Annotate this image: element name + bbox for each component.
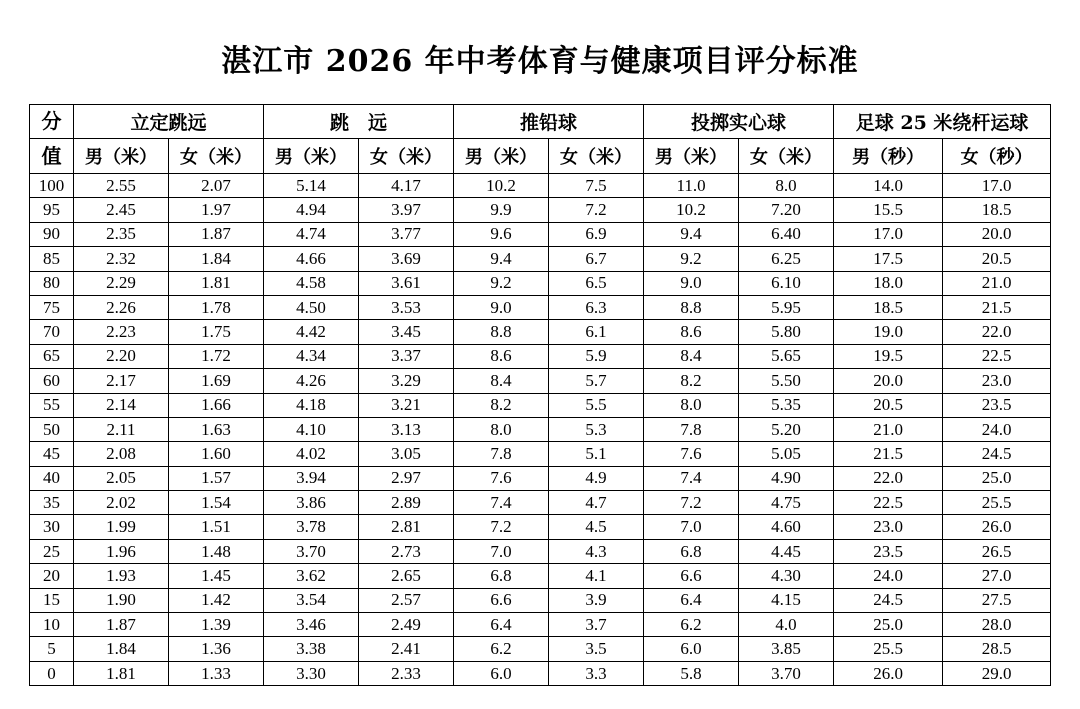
score-cell: 60 (30, 369, 74, 393)
value-cell: 1.72 (169, 344, 264, 368)
value-cell: 6.25 (739, 247, 834, 271)
value-cell: 5.8 (644, 661, 739, 685)
value-cell: 6.1 (549, 320, 644, 344)
value-cell: 9.6 (454, 222, 549, 246)
value-cell: 1.87 (74, 613, 169, 637)
unit-header-male: 男（米） (74, 139, 169, 174)
value-cell: 8.0 (739, 174, 834, 198)
value-cell: 4.0 (739, 613, 834, 637)
value-cell: 7.8 (644, 417, 739, 441)
value-cell: 17.5 (834, 247, 943, 271)
value-cell: 8.8 (454, 320, 549, 344)
value-cell: 1.84 (74, 637, 169, 661)
score-cell: 35 (30, 491, 74, 515)
value-cell: 4.30 (739, 564, 834, 588)
value-cell: 3.30 (264, 661, 359, 685)
scoring-standards-table (29, 104, 1051, 686)
table-row (30, 174, 1051, 198)
value-cell: 4.1 (549, 564, 644, 588)
value-cell: 20.0 (943, 222, 1051, 246)
value-cell: 3.45 (359, 320, 454, 344)
value-cell: 1.36 (169, 637, 264, 661)
value-cell: 4.90 (739, 466, 834, 490)
value-cell: 18.5 (834, 295, 943, 319)
unit-header-row (30, 139, 1051, 174)
value-cell: 2.11 (74, 417, 169, 441)
value-cell: 3.54 (264, 588, 359, 612)
value-cell: 8.6 (454, 344, 549, 368)
table-row (30, 369, 1051, 393)
unit-header-male: 男（米） (454, 139, 549, 174)
value-cell: 3.62 (264, 564, 359, 588)
value-cell: 2.45 (74, 198, 169, 222)
value-cell: 4.34 (264, 344, 359, 368)
value-cell: 2.81 (359, 515, 454, 539)
value-cell: 3.5 (549, 637, 644, 661)
value-cell: 5.95 (739, 295, 834, 319)
value-cell: 1.75 (169, 320, 264, 344)
value-cell: 6.7 (549, 247, 644, 271)
value-cell: 20.0 (834, 369, 943, 393)
unit-header-female: 女（秒） (943, 139, 1051, 174)
value-cell: 3.78 (264, 515, 359, 539)
value-cell: 1.42 (169, 588, 264, 612)
value-cell: 11.0 (644, 174, 739, 198)
page-title: 湛江市 2026 年中考体育与健康项目评分标准 (221, 44, 859, 79)
value-cell: 24.5 (834, 588, 943, 612)
table-row (30, 271, 1051, 295)
value-cell: 4.42 (264, 320, 359, 344)
score-cell: 75 (30, 295, 74, 319)
value-cell: 3.70 (739, 661, 834, 685)
value-cell: 10.2 (454, 174, 549, 198)
table-row (30, 539, 1051, 563)
value-cell: 2.08 (74, 442, 169, 466)
value-cell: 6.2 (644, 613, 739, 637)
value-cell: 23.5 (943, 393, 1051, 417)
value-cell: 4.02 (264, 442, 359, 466)
value-cell: 8.2 (644, 369, 739, 393)
value-cell: 3.53 (359, 295, 454, 319)
unit-header-female: 女（米） (739, 139, 834, 174)
value-cell: 3.29 (359, 369, 454, 393)
value-cell: 3.46 (264, 613, 359, 637)
value-cell: 1.39 (169, 613, 264, 637)
value-cell: 14.0 (834, 174, 943, 198)
value-cell: 3.05 (359, 442, 454, 466)
score-cell: 5 (30, 637, 74, 661)
value-cell: 2.20 (74, 344, 169, 368)
value-cell: 1.69 (169, 369, 264, 393)
value-cell: 5.65 (739, 344, 834, 368)
value-cell: 23.0 (943, 369, 1051, 393)
value-cell: 4.5 (549, 515, 644, 539)
value-cell: 5.14 (264, 174, 359, 198)
value-cell: 1.99 (74, 515, 169, 539)
value-cell: 28.5 (943, 637, 1051, 661)
value-cell: 9.4 (644, 222, 739, 246)
table-row (30, 637, 1051, 661)
event-header-standing-long-jump: 立定跳远 (74, 105, 264, 139)
value-cell: 7.2 (549, 198, 644, 222)
table-row (30, 320, 1051, 344)
value-cell: 22.5 (834, 491, 943, 515)
score-cell: 40 (30, 466, 74, 490)
table-body (30, 174, 1051, 686)
table-row (30, 442, 1051, 466)
value-cell: 4.75 (739, 491, 834, 515)
value-cell: 26.0 (943, 515, 1051, 539)
score-cell: 55 (30, 393, 74, 417)
value-cell: 9.2 (644, 247, 739, 271)
value-cell: 6.6 (644, 564, 739, 588)
value-cell: 15.5 (834, 198, 943, 222)
score-cell: 20 (30, 564, 74, 588)
value-cell: 7.0 (644, 515, 739, 539)
value-cell: 2.07 (169, 174, 264, 198)
value-cell: 5.1 (549, 442, 644, 466)
value-cell: 3.69 (359, 247, 454, 271)
value-cell: 20.5 (943, 247, 1051, 271)
table-row (30, 344, 1051, 368)
value-cell: 8.8 (644, 295, 739, 319)
table-row (30, 417, 1051, 441)
value-cell: 28.0 (943, 613, 1051, 637)
value-cell: 8.0 (644, 393, 739, 417)
value-cell: 2.97 (359, 466, 454, 490)
value-cell: 25.0 (943, 466, 1051, 490)
value-cell: 3.13 (359, 417, 454, 441)
value-cell: 8.4 (644, 344, 739, 368)
value-cell: 3.85 (739, 637, 834, 661)
unit-header-male: 男（米） (264, 139, 359, 174)
value-cell: 4.18 (264, 393, 359, 417)
score-cell: 65 (30, 344, 74, 368)
value-cell: 3.70 (264, 539, 359, 563)
value-cell: 18.0 (834, 271, 943, 295)
value-cell: 1.57 (169, 466, 264, 490)
score-cell: 0 (30, 661, 74, 685)
value-cell: 2.29 (74, 271, 169, 295)
value-cell: 6.5 (549, 271, 644, 295)
table-row (30, 198, 1051, 222)
table-row (30, 661, 1051, 685)
value-cell: 5.05 (739, 442, 834, 466)
value-cell: 4.74 (264, 222, 359, 246)
value-cell: 2.14 (74, 393, 169, 417)
value-cell: 1.66 (169, 393, 264, 417)
value-cell: 19.5 (834, 344, 943, 368)
value-cell: 7.8 (454, 442, 549, 466)
unit-header-female: 女（米） (549, 139, 644, 174)
value-cell: 4.66 (264, 247, 359, 271)
value-cell: 25.5 (943, 491, 1051, 515)
value-cell: 1.90 (74, 588, 169, 612)
value-cell: 5.3 (549, 417, 644, 441)
value-cell: 3.97 (359, 198, 454, 222)
value-cell: 22.0 (834, 466, 943, 490)
value-cell: 2.57 (359, 588, 454, 612)
value-cell: 5.35 (739, 393, 834, 417)
value-cell: 10.2 (644, 198, 739, 222)
value-cell: 20.5 (834, 393, 943, 417)
value-cell: 4.15 (739, 588, 834, 612)
event-header-row (30, 105, 1051, 139)
value-cell: 26.0 (834, 661, 943, 685)
table-row (30, 222, 1051, 246)
value-cell: 3.94 (264, 466, 359, 490)
value-cell: 1.81 (74, 661, 169, 685)
table-row (30, 295, 1051, 319)
value-cell: 9.9 (454, 198, 549, 222)
score-cell: 85 (30, 247, 74, 271)
value-cell: 21.5 (943, 295, 1051, 319)
value-cell: 6.9 (549, 222, 644, 246)
value-cell: 1.96 (74, 539, 169, 563)
value-cell: 6.2 (454, 637, 549, 661)
value-cell: 5.7 (549, 369, 644, 393)
value-cell: 2.02 (74, 491, 169, 515)
value-cell: 7.5 (549, 174, 644, 198)
event-header-football-dribble: 足球 25 米绕杆运球 (834, 105, 1051, 139)
value-cell: 4.10 (264, 417, 359, 441)
value-cell: 8.0 (454, 417, 549, 441)
value-cell: 2.73 (359, 539, 454, 563)
value-cell: 6.0 (644, 637, 739, 661)
value-cell: 1.84 (169, 247, 264, 271)
value-cell: 7.20 (739, 198, 834, 222)
value-cell: 6.3 (549, 295, 644, 319)
value-cell: 7.0 (454, 539, 549, 563)
value-cell: 27.0 (943, 564, 1051, 588)
value-cell: 8.2 (454, 393, 549, 417)
value-cell: 7.4 (454, 491, 549, 515)
value-cell: 1.97 (169, 198, 264, 222)
value-cell: 1.63 (169, 417, 264, 441)
value-cell: 5.80 (739, 320, 834, 344)
score-cell: 30 (30, 515, 74, 539)
value-cell: 5.20 (739, 417, 834, 441)
score-cell: 70 (30, 320, 74, 344)
value-cell: 2.23 (74, 320, 169, 344)
value-cell: 9.0 (454, 295, 549, 319)
table-row (30, 515, 1051, 539)
value-cell: 7.6 (454, 466, 549, 490)
value-cell: 4.7 (549, 491, 644, 515)
unit-header-female: 女（米） (359, 139, 454, 174)
table-row (30, 393, 1051, 417)
value-cell: 22.5 (943, 344, 1051, 368)
value-cell: 9.0 (644, 271, 739, 295)
value-cell: 25.5 (834, 637, 943, 661)
value-cell: 4.58 (264, 271, 359, 295)
value-cell: 3.38 (264, 637, 359, 661)
value-cell: 4.94 (264, 198, 359, 222)
score-cell: 100 (30, 174, 74, 198)
value-cell: 22.0 (943, 320, 1051, 344)
value-cell: 6.10 (739, 271, 834, 295)
unit-header-male: 男（米） (644, 139, 739, 174)
value-cell: 6.8 (454, 564, 549, 588)
table-row (30, 466, 1051, 490)
value-cell: 4.9 (549, 466, 644, 490)
value-cell: 1.81 (169, 271, 264, 295)
score-cell: 90 (30, 222, 74, 246)
value-cell: 4.17 (359, 174, 454, 198)
score-cell: 15 (30, 588, 74, 612)
value-cell: 2.41 (359, 637, 454, 661)
value-cell: 24.5 (943, 442, 1051, 466)
value-cell: 3.86 (264, 491, 359, 515)
unit-header-female: 女（米） (169, 139, 264, 174)
value-cell: 2.35 (74, 222, 169, 246)
score-cell: 95 (30, 198, 74, 222)
event-header-long-jump: 跳 远 (264, 105, 454, 139)
value-cell: 4.26 (264, 369, 359, 393)
value-cell: 6.40 (739, 222, 834, 246)
value-cell: 3.61 (359, 271, 454, 295)
value-cell: 3.37 (359, 344, 454, 368)
value-cell: 8.6 (644, 320, 739, 344)
value-cell: 17.0 (834, 222, 943, 246)
value-cell: 9.2 (454, 271, 549, 295)
value-cell: 4.60 (739, 515, 834, 539)
table-row (30, 491, 1051, 515)
value-cell: 7.4 (644, 466, 739, 490)
value-cell: 2.05 (74, 466, 169, 490)
value-cell: 3.9 (549, 588, 644, 612)
value-cell: 2.26 (74, 295, 169, 319)
value-cell: 7.2 (644, 491, 739, 515)
value-cell: 1.48 (169, 539, 264, 563)
value-cell: 9.4 (454, 247, 549, 271)
value-cell: 23.5 (834, 539, 943, 563)
value-cell: 6.4 (454, 613, 549, 637)
value-cell: 2.32 (74, 247, 169, 271)
value-cell: 2.89 (359, 491, 454, 515)
value-cell: 4.45 (739, 539, 834, 563)
value-cell: 29.0 (943, 661, 1051, 685)
value-cell: 25.0 (834, 613, 943, 637)
score-cell: 50 (30, 417, 74, 441)
value-cell: 24.0 (834, 564, 943, 588)
value-cell: 6.6 (454, 588, 549, 612)
value-cell: 21.0 (943, 271, 1051, 295)
score-cell: 25 (30, 539, 74, 563)
value-cell: 5.50 (739, 369, 834, 393)
score-header-bottom: 值 (30, 139, 74, 174)
value-cell: 7.2 (454, 515, 549, 539)
value-cell: 1.93 (74, 564, 169, 588)
value-cell: 6.0 (454, 661, 549, 685)
value-cell: 1.33 (169, 661, 264, 685)
value-cell: 1.60 (169, 442, 264, 466)
score-cell: 80 (30, 271, 74, 295)
value-cell: 26.5 (943, 539, 1051, 563)
value-cell: 21.0 (834, 417, 943, 441)
value-cell: 1.54 (169, 491, 264, 515)
value-cell: 17.0 (943, 174, 1051, 198)
value-cell: 3.21 (359, 393, 454, 417)
value-cell: 2.33 (359, 661, 454, 685)
value-cell: 1.87 (169, 222, 264, 246)
value-cell: 24.0 (943, 417, 1051, 441)
score-cell: 10 (30, 613, 74, 637)
value-cell: 6.8 (644, 539, 739, 563)
value-cell: 21.5 (834, 442, 943, 466)
value-cell: 4.3 (549, 539, 644, 563)
value-cell: 5.9 (549, 344, 644, 368)
table-row (30, 588, 1051, 612)
value-cell: 23.0 (834, 515, 943, 539)
value-cell: 1.45 (169, 564, 264, 588)
value-cell: 6.4 (644, 588, 739, 612)
value-cell: 2.49 (359, 613, 454, 637)
value-cell: 2.17 (74, 369, 169, 393)
value-cell: 2.55 (74, 174, 169, 198)
value-cell: 2.65 (359, 564, 454, 588)
value-cell: 5.5 (549, 393, 644, 417)
value-cell: 18.5 (943, 198, 1051, 222)
value-cell: 8.4 (454, 369, 549, 393)
score-header-top: 分 (30, 105, 74, 139)
event-header-shot-put: 推铅球 (454, 105, 644, 139)
value-cell: 1.51 (169, 515, 264, 539)
value-cell: 4.50 (264, 295, 359, 319)
value-cell: 3.7 (549, 613, 644, 637)
value-cell: 3.77 (359, 222, 454, 246)
table-row (30, 564, 1051, 588)
unit-header-male: 男（秒） (834, 139, 943, 174)
table-row (30, 613, 1051, 637)
value-cell: 7.6 (644, 442, 739, 466)
value-cell: 1.78 (169, 295, 264, 319)
value-cell: 19.0 (834, 320, 943, 344)
table-row (30, 247, 1051, 271)
value-cell: 27.5 (943, 588, 1051, 612)
value-cell: 3.3 (549, 661, 644, 685)
score-cell: 45 (30, 442, 74, 466)
event-header-medicine-ball: 投掷实心球 (644, 105, 834, 139)
